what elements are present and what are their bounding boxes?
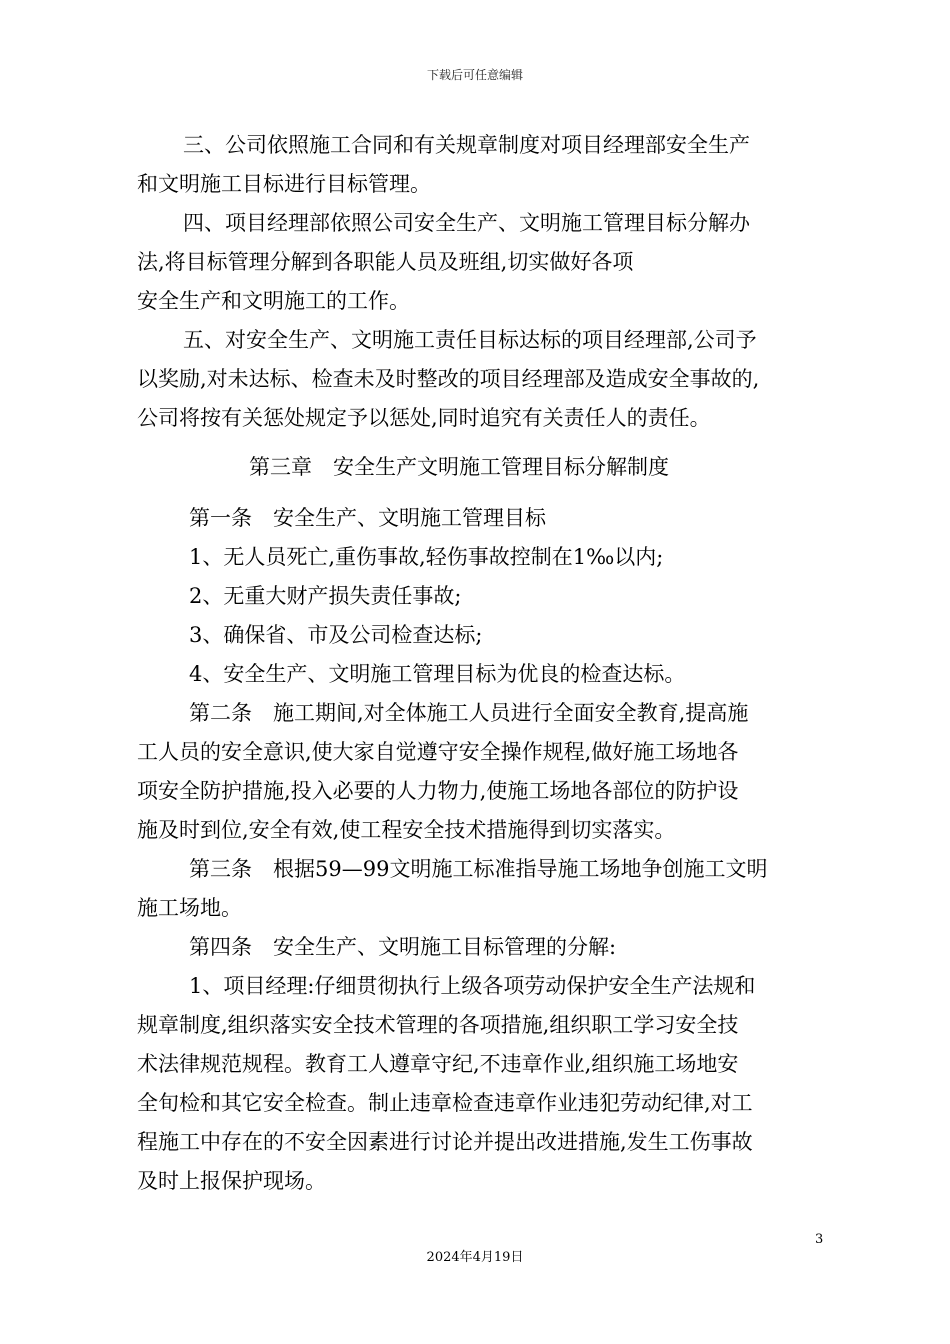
paragraph-line: 以奖励,对未达标、检查未及时整改的项目经理部及造成安全事故的, — [137, 367, 760, 391]
paragraph-line: 法,将目标管理分解到各职能人员及班组,切实做好各项 — [137, 250, 634, 274]
paragraph-line: 三、公司依照施工合同和有关规章制度对项目经理部安全生产 — [183, 133, 750, 157]
paragraph-line: 全旬检和其它安全检查。制止违章检查违章作业违犯劳动纪律,对工 — [137, 1091, 753, 1115]
article-heading: 第一条 安全生产、文明施工管理目标 — [189, 506, 546, 530]
paragraph-line: 第三条 根据59—99文明施工标准指导施工场地争创施工文明 — [189, 857, 768, 881]
paragraph-line: 及时上报保护现场。 — [137, 1169, 326, 1193]
paragraph-line: 项安全防护措施,投入必要的人力物力,使施工场地各部位的防护设 — [137, 779, 739, 803]
paragraph-line: 施及时到位,安全有效,使工程安全技术措施得到切实落实。 — [137, 818, 676, 842]
paragraph-line: 五、对安全生产、文明施工责任目标达标的项目经理部,公司予 — [183, 328, 757, 352]
paragraph-line: 施工场地。 — [137, 896, 242, 920]
paragraph-line: 规章制度,组织落实安全技术管理的各项措施,组织职工学习安全技 — [137, 1013, 739, 1037]
paragraph-line: 和文明施工目标进行目标管理。 — [137, 172, 431, 196]
paragraph-line: 第二条 施工期间,对全体施工人员进行全面安全教育,提高施 — [189, 701, 749, 725]
list-item: 3、确保省、市及公司检查达标; — [189, 623, 483, 647]
paragraph-line: 第四条 安全生产、文明施工目标管理的分解: — [189, 935, 617, 959]
paragraph-line: 公司将按有关惩处规定予以惩处,同时追究有关责任人的责任。 — [137, 406, 711, 430]
paragraph-line: 1、项目经理:仔细贯彻执行上级各项劳动保护安全生产法规和 — [189, 974, 756, 998]
paragraph-line: 程施工中存在的不安全因素进行讨论并提出改进措施,发生工伤事故 — [137, 1130, 753, 1154]
paragraph-line: 四、项目经理部依照公司安全生产、文明施工管理目标分解办 — [183, 211, 750, 235]
list-item: 4、安全生产、文明施工管理目标为优良的检查达标。 — [189, 662, 686, 686]
page-header: 下载后可任意编辑 — [426, 68, 523, 82]
paragraph-line: 术法律规范规程。教育工人遵章守纪,不违章作业,组织施工场地安 — [137, 1052, 739, 1076]
paragraph-line: 工人员的安全意识,使大家自觉遵守安全操作规程,做好施工场地各 — [137, 740, 739, 764]
paragraph-line: 安全生产和文明施工的工作。 — [137, 289, 410, 313]
document-body — [137, 126, 827, 1201]
list-item: 2、无重大财产损失责任事故; — [189, 584, 462, 608]
list-item: 1、无人员死亡,重伤事故,轻伤事故控制在1‰以内; — [189, 545, 664, 569]
page-number: 3 — [815, 1232, 824, 1247]
footer-date: 2024年4月19日 — [426, 1250, 524, 1265]
chapter-heading: 第三章 安全生产文明施工管理目标分解制度 — [249, 455, 669, 479]
